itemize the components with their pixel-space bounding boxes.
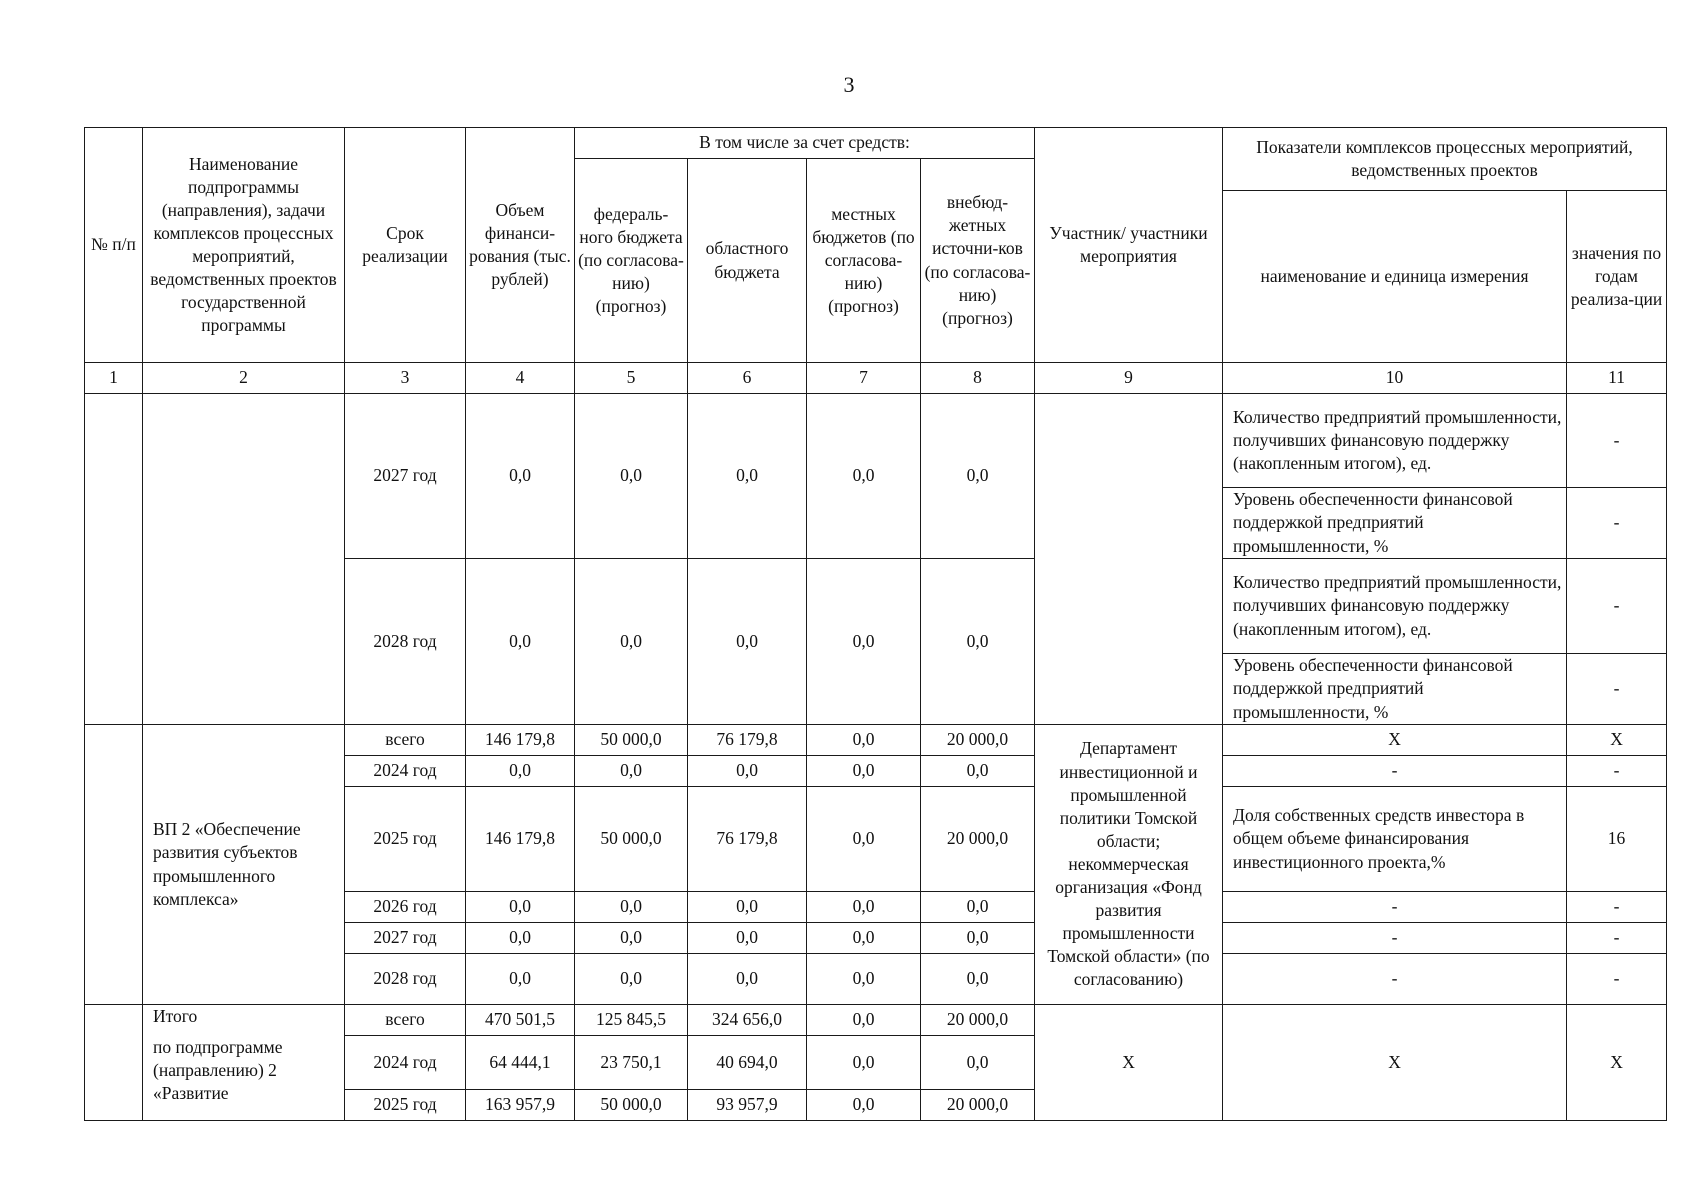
regional-cell: 76 179,8 — [688, 725, 807, 756]
extra-cell: 0,0 — [921, 756, 1035, 787]
vp2-name: ВП 2 «Обеспечение развития субъектов промышленного комплекса» — [143, 725, 345, 1005]
local-cell: 0,0 — [807, 394, 921, 559]
extra-cell: 0,0 — [921, 394, 1035, 559]
period-cell: 2028 год — [345, 954, 466, 1005]
col-number: 9 — [1035, 363, 1223, 394]
extra-cell: 20 000,0 — [921, 725, 1035, 756]
col-number: 5 — [575, 363, 688, 394]
header-federal: федераль-ного бюджета (по согласова-нию) (прогноз) — [575, 159, 688, 363]
federal-cell: 0,0 — [575, 892, 688, 923]
local-cell: 0,0 — [807, 923, 921, 954]
federal-cell: 125 845,5 — [575, 1005, 688, 1036]
period-cell: 2028 год — [345, 559, 466, 725]
federal-cell: 23 750,1 — [575, 1036, 688, 1090]
indicator-name: - — [1223, 923, 1567, 954]
period-cell: всего — [345, 1005, 466, 1036]
header-extra: внебюд-жетных источни-ков (по согласова-нию) (прогноз) — [921, 159, 1035, 363]
indicator-value: - — [1567, 394, 1667, 488]
federal-cell: 0,0 — [575, 756, 688, 787]
local-cell: 0,0 — [807, 1005, 921, 1036]
local-cell: 0,0 — [807, 954, 921, 1005]
col-number: 3 — [345, 363, 466, 394]
period-cell: 2025 год — [345, 787, 466, 892]
volume-cell: 470 501,5 — [466, 1005, 575, 1036]
local-cell: 0,0 — [807, 756, 921, 787]
period-cell: 2025 год — [345, 1090, 466, 1121]
regional-cell: 324 656,0 — [688, 1005, 807, 1036]
indicator-value: - — [1567, 654, 1667, 725]
col-number: 1 — [85, 363, 143, 394]
total-indicator-name: Х — [1223, 1005, 1567, 1121]
local-cell: 0,0 — [807, 892, 921, 923]
header-ind-values: значения по годам реализа-ции — [1567, 191, 1667, 363]
extra-cell: 0,0 — [921, 954, 1035, 1005]
col-number: 4 — [466, 363, 575, 394]
col-number: 10 — [1223, 363, 1567, 394]
regional-cell: 0,0 — [688, 954, 807, 1005]
period-cell: 2024 год — [345, 756, 466, 787]
extra-cell: 0,0 — [921, 892, 1035, 923]
volume-cell: 163 957,9 — [466, 1090, 575, 1121]
regional-cell: 0,0 — [688, 756, 807, 787]
indicator-value: - — [1567, 954, 1667, 1005]
total-participant: Х — [1035, 1005, 1223, 1121]
cont-name-cell — [143, 394, 345, 725]
indicator-value: - — [1567, 892, 1667, 923]
federal-cell: 0,0 — [575, 559, 688, 725]
local-cell: 0,0 — [807, 725, 921, 756]
col-number: 2 — [143, 363, 345, 394]
indicator-value: - — [1567, 559, 1667, 654]
volume-cell: 0,0 — [466, 923, 575, 954]
indicator-value: - — [1567, 488, 1667, 559]
header-regional: областного бюджета — [688, 159, 807, 363]
federal-cell: 50 000,0 — [575, 1090, 688, 1121]
volume-cell: 0,0 — [466, 559, 575, 725]
indicator-name: Х — [1223, 725, 1567, 756]
table-row — [85, 1005, 1667, 1036]
regional-cell: 40 694,0 — [688, 1036, 807, 1090]
local-cell: 0,0 — [807, 787, 921, 892]
col-number: 11 — [1567, 363, 1667, 394]
header-volume: Объем финанси-рования (тыс. рублей) — [466, 128, 575, 363]
indicator-value: - — [1567, 923, 1667, 954]
regional-cell: 93 957,9 — [688, 1090, 807, 1121]
regional-cell: 0,0 — [688, 394, 807, 559]
extra-cell: 20 000,0 — [921, 1005, 1035, 1036]
volume-cell: 64 444,1 — [466, 1036, 575, 1090]
col-number: 7 — [807, 363, 921, 394]
federal-cell: 0,0 — [575, 394, 688, 559]
col-number: 6 — [688, 363, 807, 394]
period-cell: 2026 год — [345, 892, 466, 923]
header-row-1 — [85, 128, 1667, 159]
extra-cell: 0,0 — [921, 923, 1035, 954]
indicator-value: 16 — [1567, 787, 1667, 892]
total-label-bottom: по подпрограмме (направлению) 2 «Развитие — [143, 1036, 345, 1121]
total-label-top: Итого — [143, 1005, 345, 1036]
header-participant: Участник/ участники мероприятия — [1035, 128, 1223, 363]
volume-cell: 146 179,8 — [466, 725, 575, 756]
indicator-value: Х — [1567, 725, 1667, 756]
extra-cell: 20 000,0 — [921, 787, 1035, 892]
regional-cell: 0,0 — [688, 559, 807, 725]
col-number: 8 — [921, 363, 1035, 394]
regional-cell: 0,0 — [688, 892, 807, 923]
local-cell: 0,0 — [807, 559, 921, 725]
volume-cell: 0,0 — [466, 394, 575, 559]
period-cell: всего — [345, 725, 466, 756]
indicator-name: Уровень обеспеченности финансовой поддержкой предприятий промышленности, % — [1223, 488, 1567, 559]
federal-cell: 50 000,0 — [575, 725, 688, 756]
period-cell: 2024 год — [345, 1036, 466, 1090]
table-row — [85, 725, 1667, 756]
extra-cell: 0,0 — [921, 1036, 1035, 1090]
volume-cell: 0,0 — [466, 954, 575, 1005]
header-ind-name: наименование и единица измерения — [1223, 191, 1567, 363]
header-local: местных бюджетов (по согласова-нию) (прогноз) — [807, 159, 921, 363]
period-cell: 2027 год — [345, 394, 466, 559]
financing-table — [84, 127, 1667, 1121]
volume-cell: 0,0 — [466, 892, 575, 923]
federal-cell: 0,0 — [575, 954, 688, 1005]
indicator-name: - — [1223, 954, 1567, 1005]
indicator-name: Доля собственных средств инвестора в общем объеме финансирования инвестиционного проекта,% — [1223, 787, 1567, 892]
period-cell: 2027 год — [345, 923, 466, 954]
local-cell: 0,0 — [807, 1090, 921, 1121]
indicator-name: - — [1223, 892, 1567, 923]
header-name: Наименование подпрограммы (направления), задачи комплексов процессных мероприятий, ведомственных проектов государственной программы — [143, 128, 345, 363]
vp2-num-cell — [85, 725, 143, 1005]
volume-cell: 0,0 — [466, 756, 575, 787]
table-row — [85, 394, 1667, 488]
cont-num-cell — [85, 394, 143, 725]
indicator-value: - — [1567, 756, 1667, 787]
local-cell: 0,0 — [807, 1036, 921, 1090]
header-including: В том числе за счет средств: — [575, 128, 1035, 159]
federal-cell: 50 000,0 — [575, 787, 688, 892]
extra-cell: 20 000,0 — [921, 1090, 1035, 1121]
header-num: № п/п — [85, 128, 143, 363]
vp2-participant: Департамент инвестиционной и промышленной политики Томской области; некоммерческая организация «Фонд развития промышленности Томской области» (по согласованию) — [1035, 725, 1223, 1005]
header-period: Срок реализации — [345, 128, 466, 363]
indicator-name: Количество предприятий промышленности, получивших финансовую поддержку (накопленным итогом), ед. — [1223, 559, 1567, 654]
volume-cell: 146 179,8 — [466, 787, 575, 892]
indicator-name: Уровень обеспеченности финансовой поддержкой предприятий промышленности, % — [1223, 654, 1567, 725]
indicator-name: - — [1223, 756, 1567, 787]
column-numbers-row — [85, 363, 1667, 394]
total-num-cell — [85, 1005, 143, 1121]
extra-cell: 0,0 — [921, 559, 1035, 725]
total-indicator-value: Х — [1567, 1005, 1667, 1121]
regional-cell: 0,0 — [688, 923, 807, 954]
cont-participant-cell — [1035, 394, 1223, 725]
regional-cell: 76 179,8 — [688, 787, 807, 892]
indicator-name: Количество предприятий промышленности, получивших финансовую поддержку (накопленным итогом), ед. — [1223, 394, 1567, 488]
federal-cell: 0,0 — [575, 923, 688, 954]
header-indicators: Показатели комплексов процессных мероприятий, ведомственных проектов — [1223, 128, 1667, 191]
page-number: 3 — [843, 72, 855, 97]
